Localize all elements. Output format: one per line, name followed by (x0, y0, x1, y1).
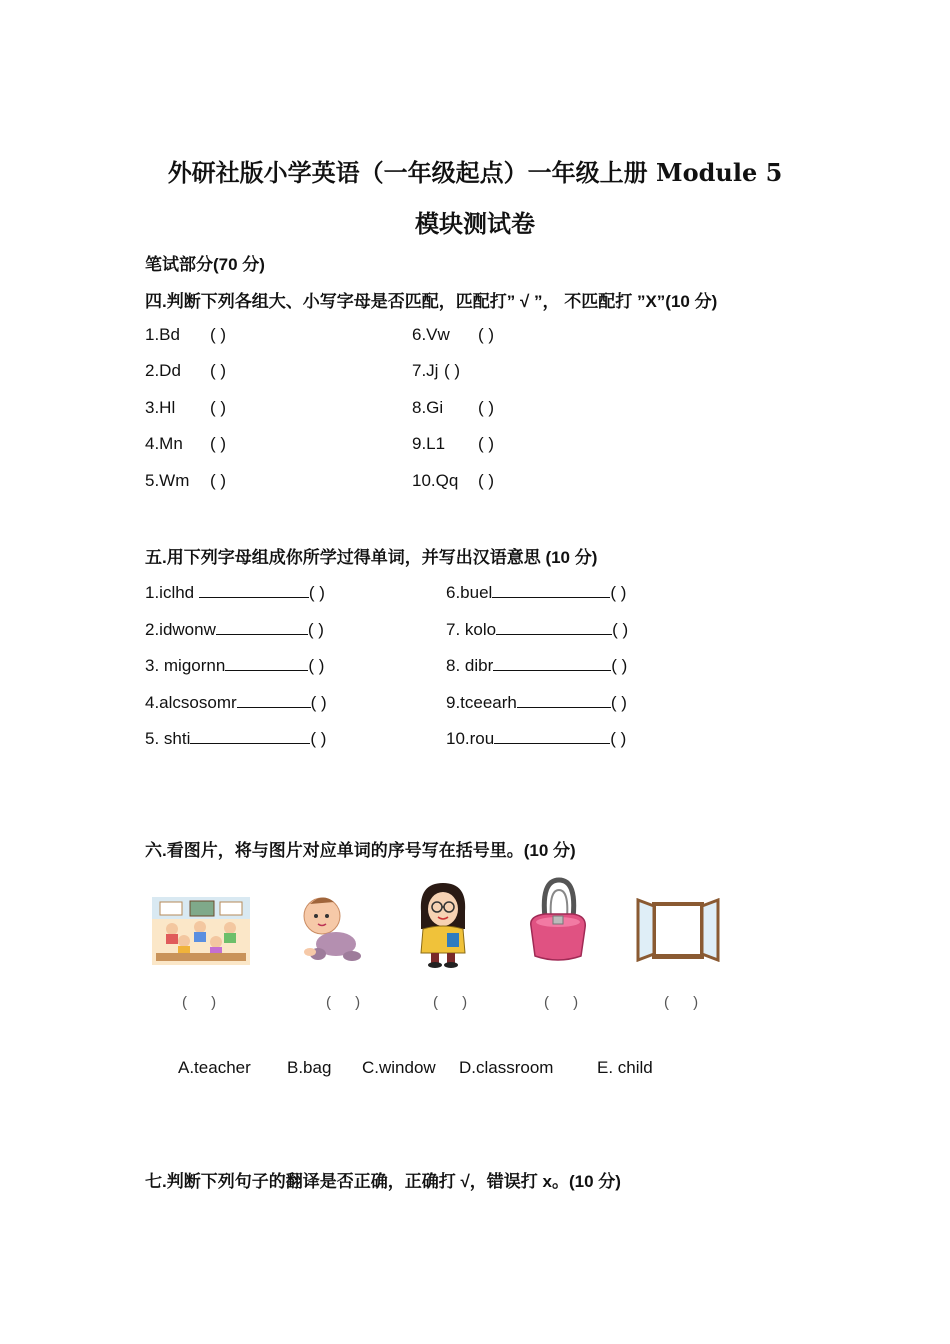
picture-answer-3[interactable]: ( ) (433, 994, 478, 1011)
s5-blank-4[interactable] (237, 691, 311, 708)
s4-answer-3[interactable]: ( ) (210, 398, 227, 417)
s4-answer-2[interactable]: ( ) (210, 361, 227, 380)
written-part-label: 笔试部分(70 分) (145, 255, 265, 274)
page-subtitle: 模块测试卷 (415, 209, 535, 238)
section7-heading: 七.判断下列句子的翻译是否正确，正确打 √，错误打 x。(10 分) (145, 1172, 621, 1191)
s5-word-3: 3. migornn (145, 656, 226, 675)
s5-word-8: 8. dibr (446, 656, 494, 675)
s4-answer-7[interactable]: ( ) (444, 361, 461, 380)
section5-heading: 五.用下列字母组成你所学过得单词，并写出汉语意思 (10 分) (145, 548, 598, 567)
s5-meaning-5[interactable]: ( ) (310, 729, 327, 748)
s4-item-8: 8.Gi (412, 398, 444, 417)
s4-item-9: 9.L1 (412, 434, 446, 453)
s5-meaning-3[interactable]: ( ) (308, 656, 325, 675)
s4-item-7: 7.Jj (412, 361, 439, 380)
classroom-picture (152, 897, 250, 965)
s5-word-1: 1.iclhd (145, 583, 199, 602)
s4-item-1: 1.Bd (145, 325, 180, 344)
picture-answer-1[interactable]: ( ) (182, 994, 227, 1011)
s5-blank-1[interactable] (199, 581, 309, 598)
s5-word-5: 5. shti (145, 729, 191, 748)
s5-blank-10[interactable] (494, 727, 610, 744)
s4-item-4: 4.Mn (145, 434, 183, 453)
s4-answer-1[interactable]: ( ) (210, 325, 227, 344)
teacher-picture (413, 881, 473, 969)
s4-item-6: 6.Vw (412, 325, 450, 344)
s5-blank-9[interactable] (517, 691, 611, 708)
s4-answer-5[interactable]: ( ) (210, 471, 227, 490)
s5-meaning-6[interactable]: ( ) (610, 583, 627, 602)
s5-meaning-2[interactable]: ( ) (307, 620, 324, 639)
picture-answer-4[interactable]: ( ) (544, 994, 589, 1011)
option-e: E. child (597, 1058, 653, 1077)
page-title: 外研社版小学英语（一年级起点）一年级上册 Module 5 (167, 158, 783, 187)
s4-item-2: 2.Dd (145, 361, 181, 380)
window-picture (636, 898, 720, 962)
s4-item-3: 3.Hl (145, 398, 176, 417)
s5-word-4: 4.alcsosomr (145, 693, 237, 712)
s5-blank-7[interactable] (496, 618, 612, 635)
s4-answer-4[interactable]: ( ) (210, 434, 227, 453)
s4-answer-9[interactable]: ( ) (478, 434, 495, 453)
s5-blank-2[interactable] (216, 618, 308, 635)
baby-picture (296, 892, 366, 966)
s5-blank-8[interactable] (493, 654, 611, 671)
picture-answer-2[interactable]: ( ) (326, 994, 371, 1011)
s5-meaning-10[interactable]: ( ) (610, 729, 627, 748)
s5-blank-5[interactable] (190, 727, 310, 744)
s5-word-6: 6.buel (446, 583, 493, 602)
s5-meaning-4[interactable]: ( ) (310, 693, 327, 712)
option-d: D.classroom (459, 1058, 554, 1077)
picture-answer-5[interactable]: ( ) (664, 994, 709, 1011)
s5-meaning-7[interactable]: ( ) (612, 620, 629, 639)
s5-word-7: 7. kolo (446, 620, 497, 639)
option-b: B.bag (287, 1058, 332, 1077)
s5-word-2: 2.idwonw (145, 620, 216, 639)
section6-heading: 六.看图片，将与图片对应单词的序号写在括号里。(10 分) (145, 841, 576, 860)
option-c: C.window (362, 1058, 436, 1077)
s5-meaning-1[interactable]: ( ) (308, 583, 325, 602)
s4-item-10: 10.Qq (412, 471, 459, 490)
s5-meaning-8[interactable]: ( ) (611, 656, 628, 675)
s5-meaning-9[interactable]: ( ) (610, 693, 627, 712)
s5-blank-3[interactable] (225, 654, 308, 671)
s4-answer-6[interactable]: ( ) (478, 325, 495, 344)
s5-word-10: 10.rou (446, 729, 495, 748)
bag-picture (525, 876, 591, 964)
s5-word-9: 9.tceearh (446, 693, 517, 712)
option-a: A.teacher (178, 1058, 251, 1077)
s5-blank-6[interactable] (492, 581, 610, 598)
s4-answer-8[interactable]: ( ) (478, 398, 495, 417)
section4-heading: 四.判断下列各组大、小写字母是否匹配，匹配打” √ ”， 不匹配打 ”X”(10 分) (145, 292, 718, 311)
s4-answer-10[interactable]: ( ) (478, 471, 495, 490)
s4-item-5: 5.Wm (145, 471, 190, 490)
